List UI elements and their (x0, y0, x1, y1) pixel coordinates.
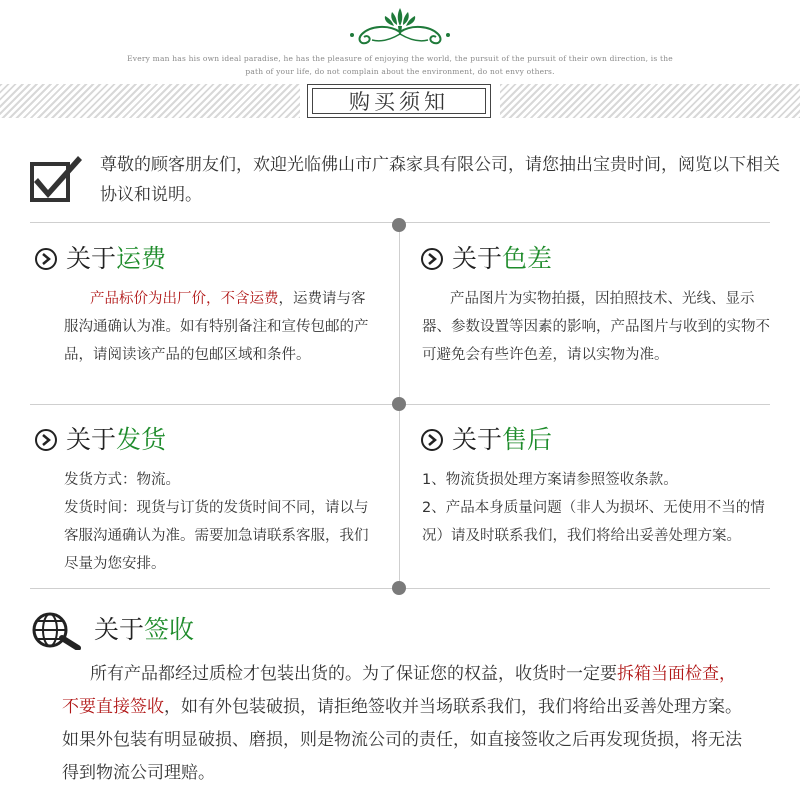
checkbox-check-icon (28, 152, 86, 204)
arrow-circle-icon (34, 247, 58, 271)
section-color-heading (420, 243, 552, 275)
divider-dot-top (392, 218, 406, 232)
title-box (307, 84, 491, 118)
arrow-circle-icon (420, 428, 444, 452)
page-title: 购买须知 (312, 88, 486, 114)
section-receipt-keyword: 签收 (144, 615, 195, 644)
header-tagline (100, 52, 700, 78)
intro-text: 尊敬的顾客朋友们，欢迎光临佛山市广森家具有限公司，请您抽出宝贵时间，阅览以下相关协议和说明。 (100, 155, 780, 205)
section-color-prefix: 关于 (452, 244, 503, 273)
section-aftersale-line2: 2、产品本身质量问题（非人为损坏、无使用不当的情况）请及时联系我们，我们将给出妥善处理方案。 (422, 500, 765, 544)
section-delivery-keyword: 发货 (116, 425, 167, 454)
tagline-line-1: Every man has his own ideal paradise, he has the pleasure of enjoying the world, the pursuit of the pursuit of their own direction, is the (127, 54, 673, 63)
section-receipt-highlight: 拆箱当面检查，不要直接签收 (62, 664, 736, 717)
section-aftersale-heading (420, 424, 552, 456)
section-color-body: 产品图片为实物拍摄，因拍照技术、光线、显示器、参数设置等因素的影响，产品图片与收到的实物不可避免会有些许色差，请以实物为准。 (422, 291, 770, 363)
divider-dot-bottom (392, 581, 406, 595)
section-color-keyword: 色差 (502, 244, 553, 273)
section-delivery-heading (34, 424, 166, 456)
section-receipt-prefix: 关于 (94, 615, 145, 644)
section-shipping-keyword: 运费 (116, 244, 167, 273)
tagline-line-2: path of your life, do not complain about the environment, do not envy others. (245, 67, 555, 76)
arrow-circle-icon (34, 428, 58, 452)
arrow-circle-icon (420, 247, 444, 271)
section-delivery-line2: 发货时间：现货与订货的发货时间不同，请以与客服沟通确认为准。需要加急请联系客服，我们尽量为您安排。 (64, 500, 369, 572)
section-delivery-body (64, 466, 376, 578)
ornament-icon (340, 4, 460, 48)
section-receipt-text-b: ，如有外包装破损，请拒绝签收并当场联系我们，我们将给出妥善处理方案。如果外包装有明显破损、磨损，则是物流公司的责任，如直接签收之后再发现货损，将无法得到物流公司理赔。 (62, 697, 742, 783)
section-receipt-text-a: 所有产品都经过质检才包装出货的。为了保证您的权益，收货时一定要 (90, 664, 617, 684)
globe-search-icon (30, 610, 84, 650)
section-receipt-body (62, 658, 752, 790)
section-delivery-prefix: 关于 (66, 425, 117, 454)
section-aftersale-prefix: 关于 (452, 425, 503, 454)
stripe-left (0, 84, 300, 118)
section-aftersale-body (422, 466, 772, 550)
section-aftersale-line1: 1、物流货损处理方案请参照签收条款。 (422, 472, 678, 488)
section-shipping-heading (34, 243, 166, 275)
section-aftersale-keyword: 售后 (502, 425, 553, 454)
section-shipping-prefix: 关于 (66, 244, 117, 273)
section-receipt-heading (94, 614, 194, 646)
section-delivery-line1: 发货方式：物流。 (64, 472, 180, 488)
stripe-right (500, 84, 800, 118)
divider-dot-middle (392, 397, 406, 411)
section-shipping-text: ，运费请与客服沟通确认为准。如有特别备注和宣传包邮的产品，请阅读该产品的包邮区域和条件。 (64, 291, 369, 363)
section-shipping-body (64, 285, 376, 369)
section-shipping-highlight: 产品标价为出厂价，不含运费 (90, 291, 279, 307)
